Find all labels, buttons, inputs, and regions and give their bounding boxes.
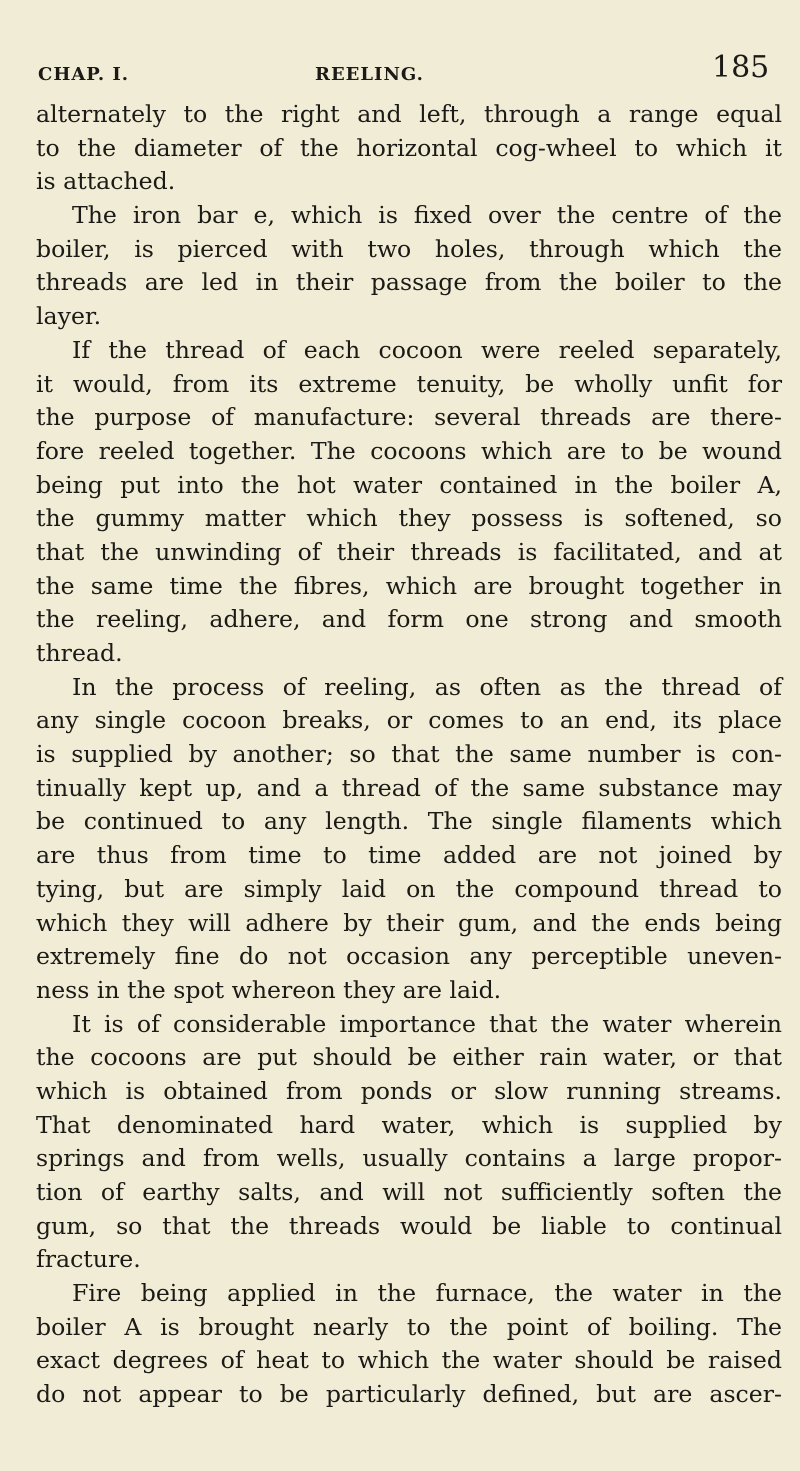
text-line: boiler A is brought nearly to the point of boiling. The [36, 1312, 782, 1341]
text-line: to the diameter of the horizontal cog-wheel to which it [36, 133, 782, 162]
text-line: alternately to the right and left, through a range equal [36, 100, 782, 128]
text-line: which is obtained from ponds or slow running streams. [36, 1076, 782, 1105]
text-line: are thus from time to time added are not joined by [36, 841, 782, 870]
text-line: boiler, is pierced with two holes, through which the [36, 234, 782, 263]
text-line: be continued to any length. The single filaments which [36, 807, 782, 836]
text-line: is supplied by another; so that the same number is con- [36, 740, 782, 769]
section-title: REELING. [315, 64, 424, 85]
text-line: Fire being applied in the furnace, the water in the [72, 1279, 782, 1308]
text-line: It is of considerable importance that the water wherein [72, 1009, 782, 1038]
text-line: that the unwinding of their threads is facilitated, and at [36, 537, 782, 566]
body-text [36, 98, 782, 1412]
text-line: The iron bar e, which is fixed over the centre of the [72, 201, 782, 230]
text-line: the cocoons are put should be either rain water, or that [36, 1043, 782, 1072]
running-header [36, 50, 780, 94]
text-line: the purpose of manufacture: several threads are there- [36, 403, 782, 432]
text-line: layer. [36, 302, 102, 331]
text-line: fore reeled together. The cocoons which are to be wound [36, 436, 782, 465]
text-line: tying, but are simply laid on the compound thread to [36, 874, 782, 903]
text-line: the gummy matter which they possess is softened, so [36, 504, 782, 533]
text-line: extremely fine do not occasion any perceptible uneven- [36, 942, 782, 971]
page-number: 185 [712, 50, 770, 85]
text-line: the reeling, adhere, and form one strong and smooth [36, 605, 782, 634]
text-line: ness in the spot whereon they are laid. [36, 975, 502, 1004]
text-line: In the process of reeling, as often as the thread of [72, 672, 782, 701]
text-line: the same time the fibres, which are brought together in [36, 571, 782, 600]
text-line: fracture. [36, 1245, 141, 1274]
text-line: If the thread of each cocoon were reeled separately, [72, 335, 782, 364]
text-line: That denominated hard water, which is supplied by [36, 1110, 782, 1139]
text-line: it would, from its extreme tenuity, be wholly unfit for [36, 369, 782, 398]
text-line: tion of earthy salts, and will not sufficiently soften the [36, 1178, 782, 1206]
text-line: any single cocoon breaks, or comes to an end, its place [36, 706, 782, 735]
text-line: is attached. [36, 167, 176, 196]
text-line: exact degrees of heat to which the water should be raised [36, 1346, 782, 1375]
text-line: gum, so that the threads would be liable to continual [36, 1211, 782, 1240]
text-line: springs and from wells, usually contains a large propor- [36, 1144, 782, 1173]
text-line: which they will adhere by their gum, and the ends being [36, 908, 782, 937]
text-line: threads are led in their passage from the boiler to the [36, 268, 782, 297]
text-line: tinually kept up, and a thread of the same substance may [36, 773, 782, 802]
text-line: thread. [36, 639, 123, 667]
chapter-label: CHAP. I. [38, 64, 130, 85]
text-line: do not appear to be particularly defined, but are ascer- [36, 1380, 782, 1409]
text-line: being put into the hot water contained in the boiler A, [36, 470, 782, 499]
